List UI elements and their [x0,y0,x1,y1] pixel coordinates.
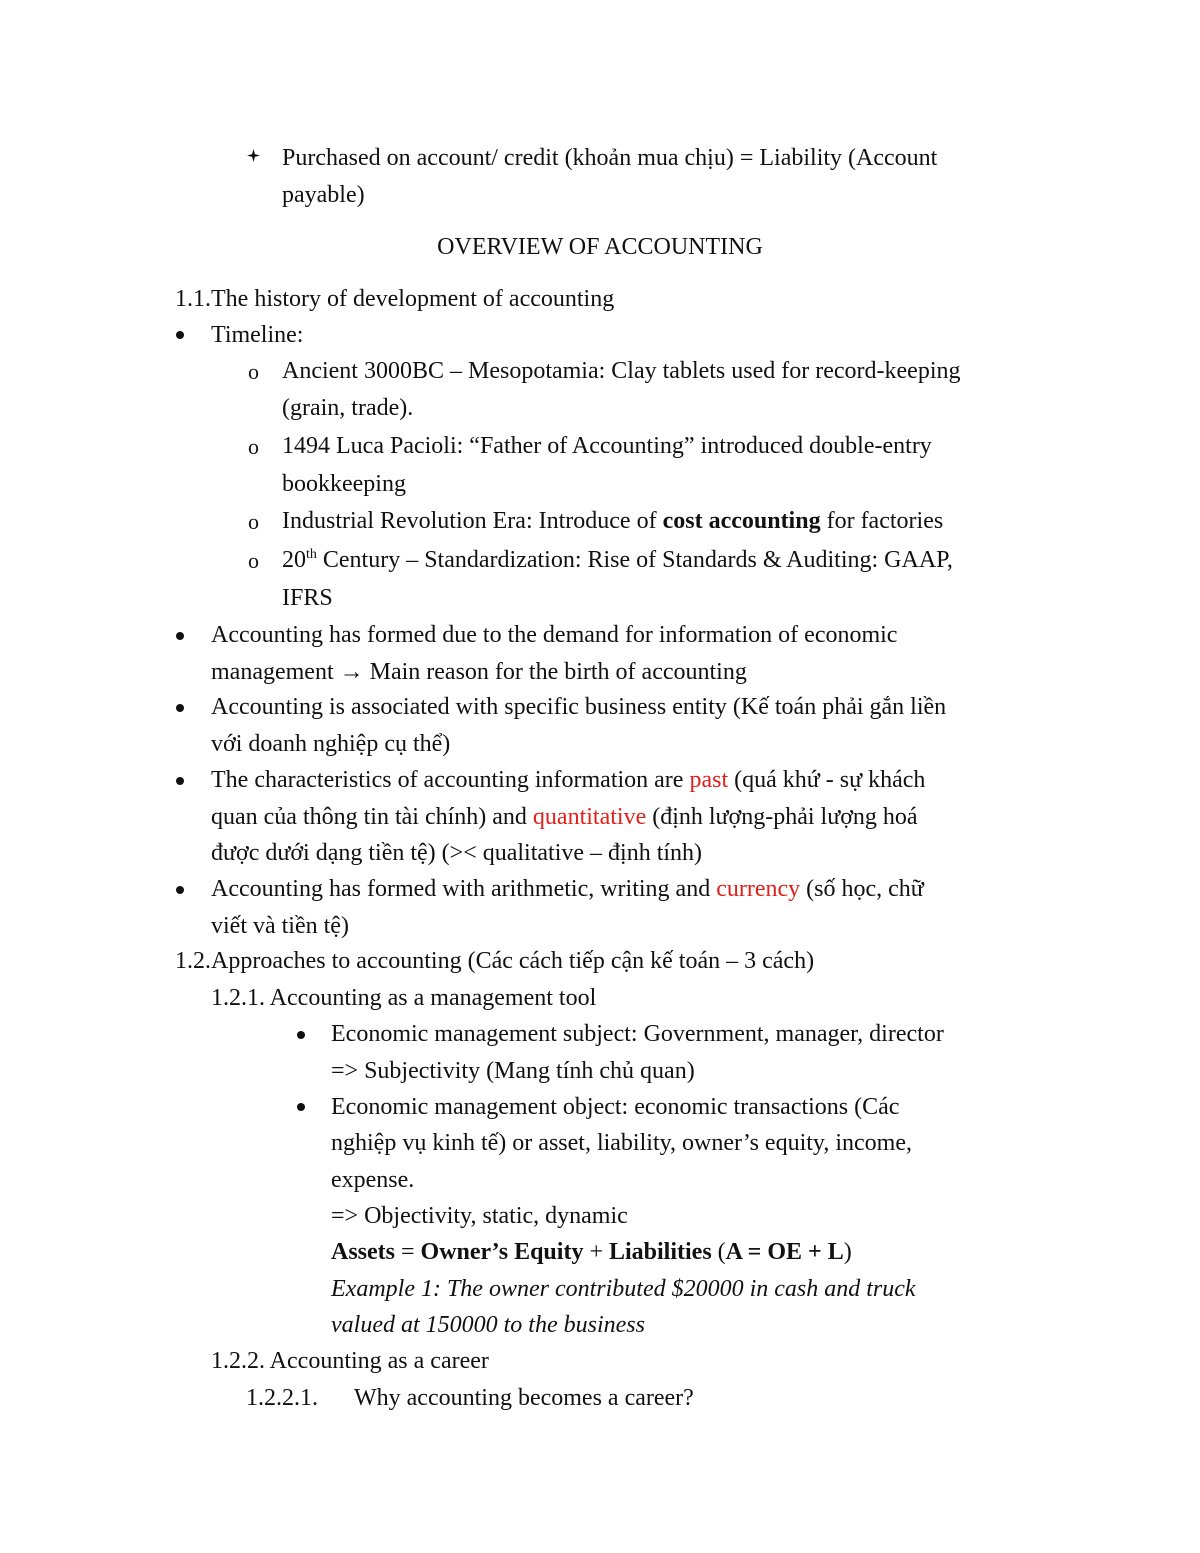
circle-bullet-icon: o [248,509,259,534]
bullet-dot-icon [297,1103,305,1111]
timeline-item-4b: IFRS [282,585,333,611]
section-1-2-2-heading: 1.2.2. Accounting as a career [211,1348,489,1374]
bullet-4-line-a [211,871,924,908]
mgmt-subject-line-a: Economic management subject: Government, manager, director [331,1021,944,1047]
bullet-dot-icon [176,632,184,640]
bullet-2-line-b: với doanh nghiệp cụ thể) [211,731,451,757]
bullet-3-line-a [211,762,925,799]
equation-equals: = [395,1239,421,1265]
mgmt-object-line-c: expense. [331,1167,415,1193]
bullet-dot-icon [176,331,184,339]
timeline-item-3-bold: cost accounting [662,508,821,534]
section-1-1-heading [175,281,614,318]
section-1-2-number: 1.2. [175,948,211,974]
example-1-line-a [331,1271,916,1308]
bullet-dot-icon [176,777,184,785]
timeline-item-3-pre: Industrial Revolution Era: Introduce of [282,508,663,534]
bullet-4-line-b: viết và tiền tệ) [211,913,349,939]
timeline-item-2a: 1494 Luca Pacioli: “Father of Accounting” introduced double-entry [282,433,932,459]
equation-assets: Assets [331,1239,395,1265]
circle-bullet-icon: o [248,359,259,384]
bullet-3b-post: (định lượng-phải lượng hoá [646,804,918,830]
section-1-1-number: 1.1. [175,286,211,312]
mgmt-subject-line-b: => Subjectivity (Mang tính chủ quan) [331,1058,695,1084]
equation-plus: + [583,1239,609,1265]
section-1-1-text: The history of development of accounting [211,286,615,312]
bullet-4a-pre: Accounting has formed with arithmetic, writing and [211,876,717,902]
example-1-text-a: Example 1: The owner contributed $20000 in cash and truck [331,1276,916,1302]
example-1-text-b: valued at 150000 to the business [331,1312,645,1338]
bullet-3a-highlight: past [689,767,729,793]
intro-line-1: Purchased on account/ credit (khoản mua chịu) = Liability (Account [282,145,938,171]
section-1-2-text: Approaches to accounting (Các cách tiếp cận kế toán – 3 cách) [211,948,815,974]
timeline-item-2b: bookkeeping [282,471,406,497]
equation-owners-equity: Owner’s Equity [420,1239,584,1265]
arrow-right-icon: → [339,659,364,685]
mgmt-object-line-d: => Objectivity, static, dynamic [331,1203,628,1229]
equation-short-form: A = OE + L [725,1239,844,1265]
bullet-3b-pre: quan của thông tin tài chính) and [211,804,533,830]
equation-liabilities: Liabilities [608,1239,712,1265]
timeline-item-4-sup: th [306,547,317,562]
timeline-item-1a: Ancient 3000BC – Mesopotamia: Clay tablets used for record-keeping [282,358,961,384]
example-1-line-b [331,1307,645,1344]
bullet-1-line-a: Accounting has formed due to the demand for information of economic [211,622,898,648]
bullet-1-line-b [211,654,747,691]
equation-open-paren: ( [711,1239,726,1265]
accounting-equation [331,1234,852,1271]
bullet-3b-highlight: quantitative [532,804,647,830]
timeline-item-4-num: 20 [282,547,306,573]
timeline-item-4-rest: Century – Standardization: Rise of Standards & Auditing: GAAP, [316,547,953,573]
bullet-1-pre: management [211,659,340,685]
section-1-2-2-1-text: Why accounting becomes a career? [354,1385,694,1411]
section-1-2-heading [175,943,814,980]
bullet-dot-icon [176,886,184,894]
timeline-item-1b: (grain, trade). [282,395,414,421]
bullet-dot-icon [176,704,184,712]
section-1-2-1-heading: 1.2.1. Accounting as a management tool [211,985,597,1011]
timeline-item-4a [282,542,953,579]
bullet-dot-icon [297,1031,305,1039]
bullet-3-line-c: được dưới dạng tiền tệ) (>< qualitative – định tính) [211,840,703,866]
bullet-4a-highlight: currency [716,876,801,902]
mgmt-object-line-a: Economic management object: economic transactions (Các [331,1094,900,1120]
bullet-3a-post: (quá khứ - sự khách [728,767,926,793]
bullet-2-line-a: Accounting is associated with specific business entity (Kế toán phải gắn liền [211,694,947,720]
bullet-1-post: Main reason for the birth of accounting [363,659,747,685]
mgmt-object-line-b: nghiệp vụ kinh tế) or asset, liability, owner’s equity, income, [331,1130,912,1156]
intro-line-2: payable) [282,182,365,208]
bullet-3-line-b [211,799,918,836]
timeline-label: Timeline: [211,322,304,348]
bullet-3a-pre: The characteristics of accounting information are [211,767,690,793]
bullet-4a-post: (số học, chữ [800,876,924,902]
equation-close-paren: ) [843,1239,852,1265]
page-title: OVERVIEW OF ACCOUNTING [437,234,763,260]
timeline-item-3-post: for factories [820,508,944,534]
section-1-2-2-1-number: 1.2.2.1. [246,1385,318,1411]
timeline-item-3 [282,503,943,540]
circle-bullet-icon: o [248,434,259,459]
diamond-bullet-icon [247,149,260,162]
circle-bullet-icon: o [248,548,259,573]
